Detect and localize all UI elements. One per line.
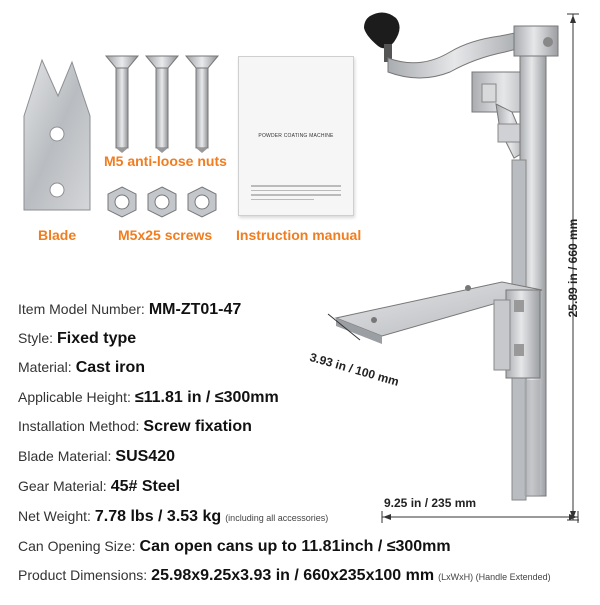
- spec-row-net-weight: [18, 509, 328, 525]
- width-dimension-label: 9.25 in / 235 mm: [384, 496, 477, 510]
- spec-row-gear-material: [18, 479, 180, 495]
- spec-label: Product Dimensions:: [18, 567, 148, 583]
- nuts-label: M5 anti-loose nuts: [104, 153, 227, 169]
- spec-label: Item Model Number:: [18, 301, 145, 317]
- spec-label: Installation Method:: [18, 418, 140, 434]
- spec-row-model: [18, 302, 241, 318]
- spec-value: Screw fixation: [143, 418, 252, 435]
- spec-value: 7.78 lbs / 3.53 kg: [94, 508, 222, 525]
- spec-row-style: [18, 331, 136, 347]
- spec-label: Material:: [18, 359, 72, 375]
- spec-value: MM-ZT01-47: [148, 301, 242, 318]
- spec-label: Applicable Height:: [18, 389, 131, 405]
- spec-row-applicable-height: [18, 390, 279, 406]
- spec-row-can-opening-size: [18, 539, 451, 555]
- spec-label: Can Opening Size:: [18, 538, 136, 554]
- spec-label: Net Weight:: [18, 508, 91, 524]
- nuts-image: [104, 185, 220, 221]
- blade-label: Blade: [38, 227, 77, 243]
- manual-title: POWDER COATING MACHINE: [258, 133, 334, 139]
- manual-label: Instruction manual: [236, 227, 362, 243]
- depth-dimension-line: [324, 310, 364, 344]
- spec-label: Blade Material:: [18, 448, 112, 464]
- spec-row-installation: [18, 419, 252, 435]
- spec-row-material: [18, 360, 145, 376]
- spec-value: ≤11.81 in / ≤300mm: [134, 389, 279, 406]
- spec-value: Fixed type: [57, 330, 137, 347]
- spec-note: (including all accessories): [225, 513, 329, 523]
- depth-dimension-label: 3.93 in / 100 mm: [308, 350, 401, 389]
- height-dimension-label: 25.89 in / 660 mm: [566, 218, 580, 318]
- screws-image: [104, 54, 220, 154]
- spec-row-product-dimensions: [18, 568, 551, 584]
- spec-value: 25.98x9.25x3.93 in / 660x235x100 mm: [151, 567, 435, 584]
- spec-row-blade-material: [18, 449, 175, 465]
- spec-value: 45# Steel: [110, 478, 181, 495]
- spec-label: Style:: [18, 330, 54, 346]
- spec-value: Cast iron: [75, 359, 146, 376]
- width-dimension-line: [380, 510, 580, 524]
- blade-image: [22, 58, 92, 218]
- spec-value: SUS420: [115, 448, 175, 465]
- spec-note: (LxWxH) (Handle Extended): [438, 572, 551, 582]
- spec-value: Can open cans up to 11.81inch / ≤300mm: [139, 538, 451, 555]
- spec-label: Gear Material:: [18, 478, 107, 494]
- screws-label: M5x25 screws: [118, 227, 213, 243]
